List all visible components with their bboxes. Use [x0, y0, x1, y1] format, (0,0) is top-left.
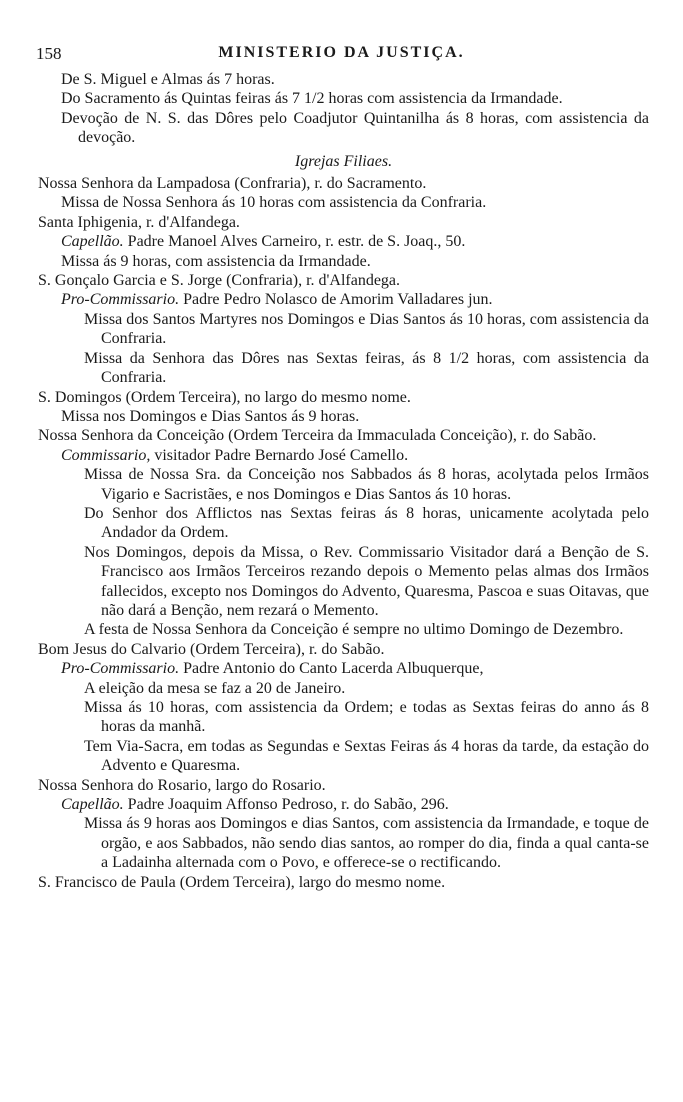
entry-detail	[38, 465, 649, 504]
entry-detail	[38, 446, 649, 465]
church-entry	[38, 213, 649, 232]
entry-text: Nossa Senhora da Lampadosa (Confraria), r. do Sacramento.	[38, 175, 427, 193]
entry-detail	[38, 193, 649, 212]
entry-detail	[38, 290, 649, 309]
running-title: MINISTERIO DA JUSTIÇA.	[218, 44, 465, 61]
role-label: Pro-Commissario.	[61, 291, 180, 309]
role-label: Capellão.	[61, 796, 124, 814]
entry-text: Padre Antonio do Canto Lacerda Albuquerque,	[179, 660, 484, 678]
page-header	[36, 44, 647, 68]
entry-detail	[38, 89, 649, 108]
entry-text: Missa nos Domingos e Dias Santos ás 9 horas.	[61, 407, 360, 425]
entry-text: Bom Jesus do Calvario (Ordem Terceira), r. do Sabão.	[38, 640, 385, 658]
entry-text: Missa de Nossa Senhora ás 10 horas com assistencia da Confraria.	[61, 194, 487, 212]
church-entry	[38, 174, 649, 193]
entry-text: S. Francisco de Paula (Ordem Terceira), largo do mesmo nome.	[38, 873, 446, 891]
entry-text: Missa ás 10 horas, com assistencia da Ordem; e todas as Sextas feiras do anno ás 8 horas da manhã.	[84, 699, 649, 736]
church-entry	[38, 388, 649, 407]
entry-detail	[38, 814, 649, 872]
entry-text: Missa de Nossa Sra. da Conceição nos Sabbados ás 8 horas, acolytada pelos Irmãos Vigario e Sacristães, e nos Domingos e Dias Santos ás 10 horas.	[84, 466, 649, 503]
entry-text: Padre Pedro Nolasco de Amorim Valladares jun.	[179, 291, 493, 309]
entry-text: Do Senhor dos Afflictos nas Sextas feiras ás 8 horas, unicamente acolytada pelo Andador da Ordem.	[84, 504, 649, 542]
entry-detail	[38, 737, 649, 776]
entry-text: Missa ás 9 horas, com assistencia da Irmandade.	[61, 252, 371, 270]
page-number: 158	[36, 44, 62, 63]
page-body	[38, 70, 649, 892]
entry-text: Missa ás 9 horas aos Domingos e dias Santos, com assistencia da Irmandade, e toque de orgão, e aos Sabbados, não sendo dias santos, ao romper do dia, finda a qual canta-se a Ladainha alternada com o Povo, e offerece-se o rectificando.	[84, 815, 649, 872]
entry-text: Missa dos Santos Martyres nos Domingos e Dias Santos ás 10 horas, com assistencia da Confraria.	[84, 310, 649, 348]
entry-detail	[38, 310, 649, 349]
entry-detail	[38, 232, 649, 251]
entry-detail	[38, 252, 649, 271]
entry-detail	[38, 698, 649, 737]
entry-text: Padre Manoel Alves Carneiro, r. estr. de S. Joaq., 50.	[123, 233, 466, 251]
entry-detail	[38, 504, 649, 543]
entry-text: A festa de Nossa Senhora da Conceição é sempre no ultimo Domingo de Dezembro.	[84, 621, 624, 639]
entry-text: S. Domingos (Ordem Terceira), no largo do mesmo nome.	[38, 388, 411, 406]
church-entry	[38, 426, 649, 445]
entry-text: Do Sacramento ás Quintas feiras ás 7 1/2 horas com assistencia da Irmandade.	[61, 90, 563, 108]
entry-detail	[38, 407, 649, 426]
entry-detail	[38, 659, 649, 678]
entry-text: S. Gonçalo Garcia e S. Jorge (Confraria), r. d'Alfandega.	[38, 272, 401, 290]
entry-text: Missa da Senhora das Dôres nas Sextas feiras, ás 8 1/2 horas, com assistencia da Confraria.	[84, 349, 649, 387]
role-label: Capellão.	[61, 233, 124, 251]
entry-text: Nossa Senhora do Rosario, largo do Rosario.	[38, 776, 326, 794]
entry-text: Devoção de N. S. das Dôres pelo Coadjutor Quintanilha ás 8 horas, com assistencia da devoção.	[61, 109, 649, 147]
entry-detail	[38, 109, 649, 148]
church-entry	[38, 873, 649, 892]
entry-detail	[38, 679, 649, 698]
entry-detail	[38, 349, 649, 388]
role-label: Commissario,	[61, 446, 151, 464]
entry-text: Santa Iphigenia, r. d'Alfandega.	[38, 213, 240, 231]
entry-detail	[38, 795, 649, 814]
role-label: Pro-Commissario.	[61, 660, 180, 678]
entry-detail	[38, 70, 649, 89]
entry-detail	[38, 543, 649, 621]
entry-text: Igrejas Filiaes.	[294, 152, 393, 170]
entry-text: Nos Domingos, depois da Missa, o Rev. Commissario Visitador dará a Benção de S. Francisco aos Irmãos Terceiros rezando depois o Memento pelas almas dos Irmãos fallecidos, excepto nos Domingos do Advento, Quaresma, Pascoa e suas Oitavas, que não dará a Benção, nem rezará o Memento.	[84, 543, 649, 619]
church-entry	[38, 640, 649, 659]
church-entry	[38, 776, 649, 795]
entry-text: A eleição da mesa se faz a 20 de Janeiro.	[84, 679, 346, 697]
entry-text: Padre Joaquim Affonso Pedroso, r. do Sabão, 296.	[123, 796, 449, 814]
entry-text: Nossa Senhora da Conceição (Ordem Terceira da Immaculada Conceição), r. do Sabão.	[38, 427, 597, 445]
section-heading	[38, 148, 649, 174]
church-entry	[38, 271, 649, 290]
entry-text: De S. Miguel e Almas ás 7 horas.	[61, 71, 275, 88]
entry-text: Tem Via-Sacra, em todas as Segundas e Sextas Feiras ás 4 horas da tarde, da estação do Advento e Quaresma.	[84, 737, 649, 775]
entry-text: visitador Padre Bernardo José Camello.	[150, 446, 409, 464]
entry-detail	[38, 620, 649, 639]
